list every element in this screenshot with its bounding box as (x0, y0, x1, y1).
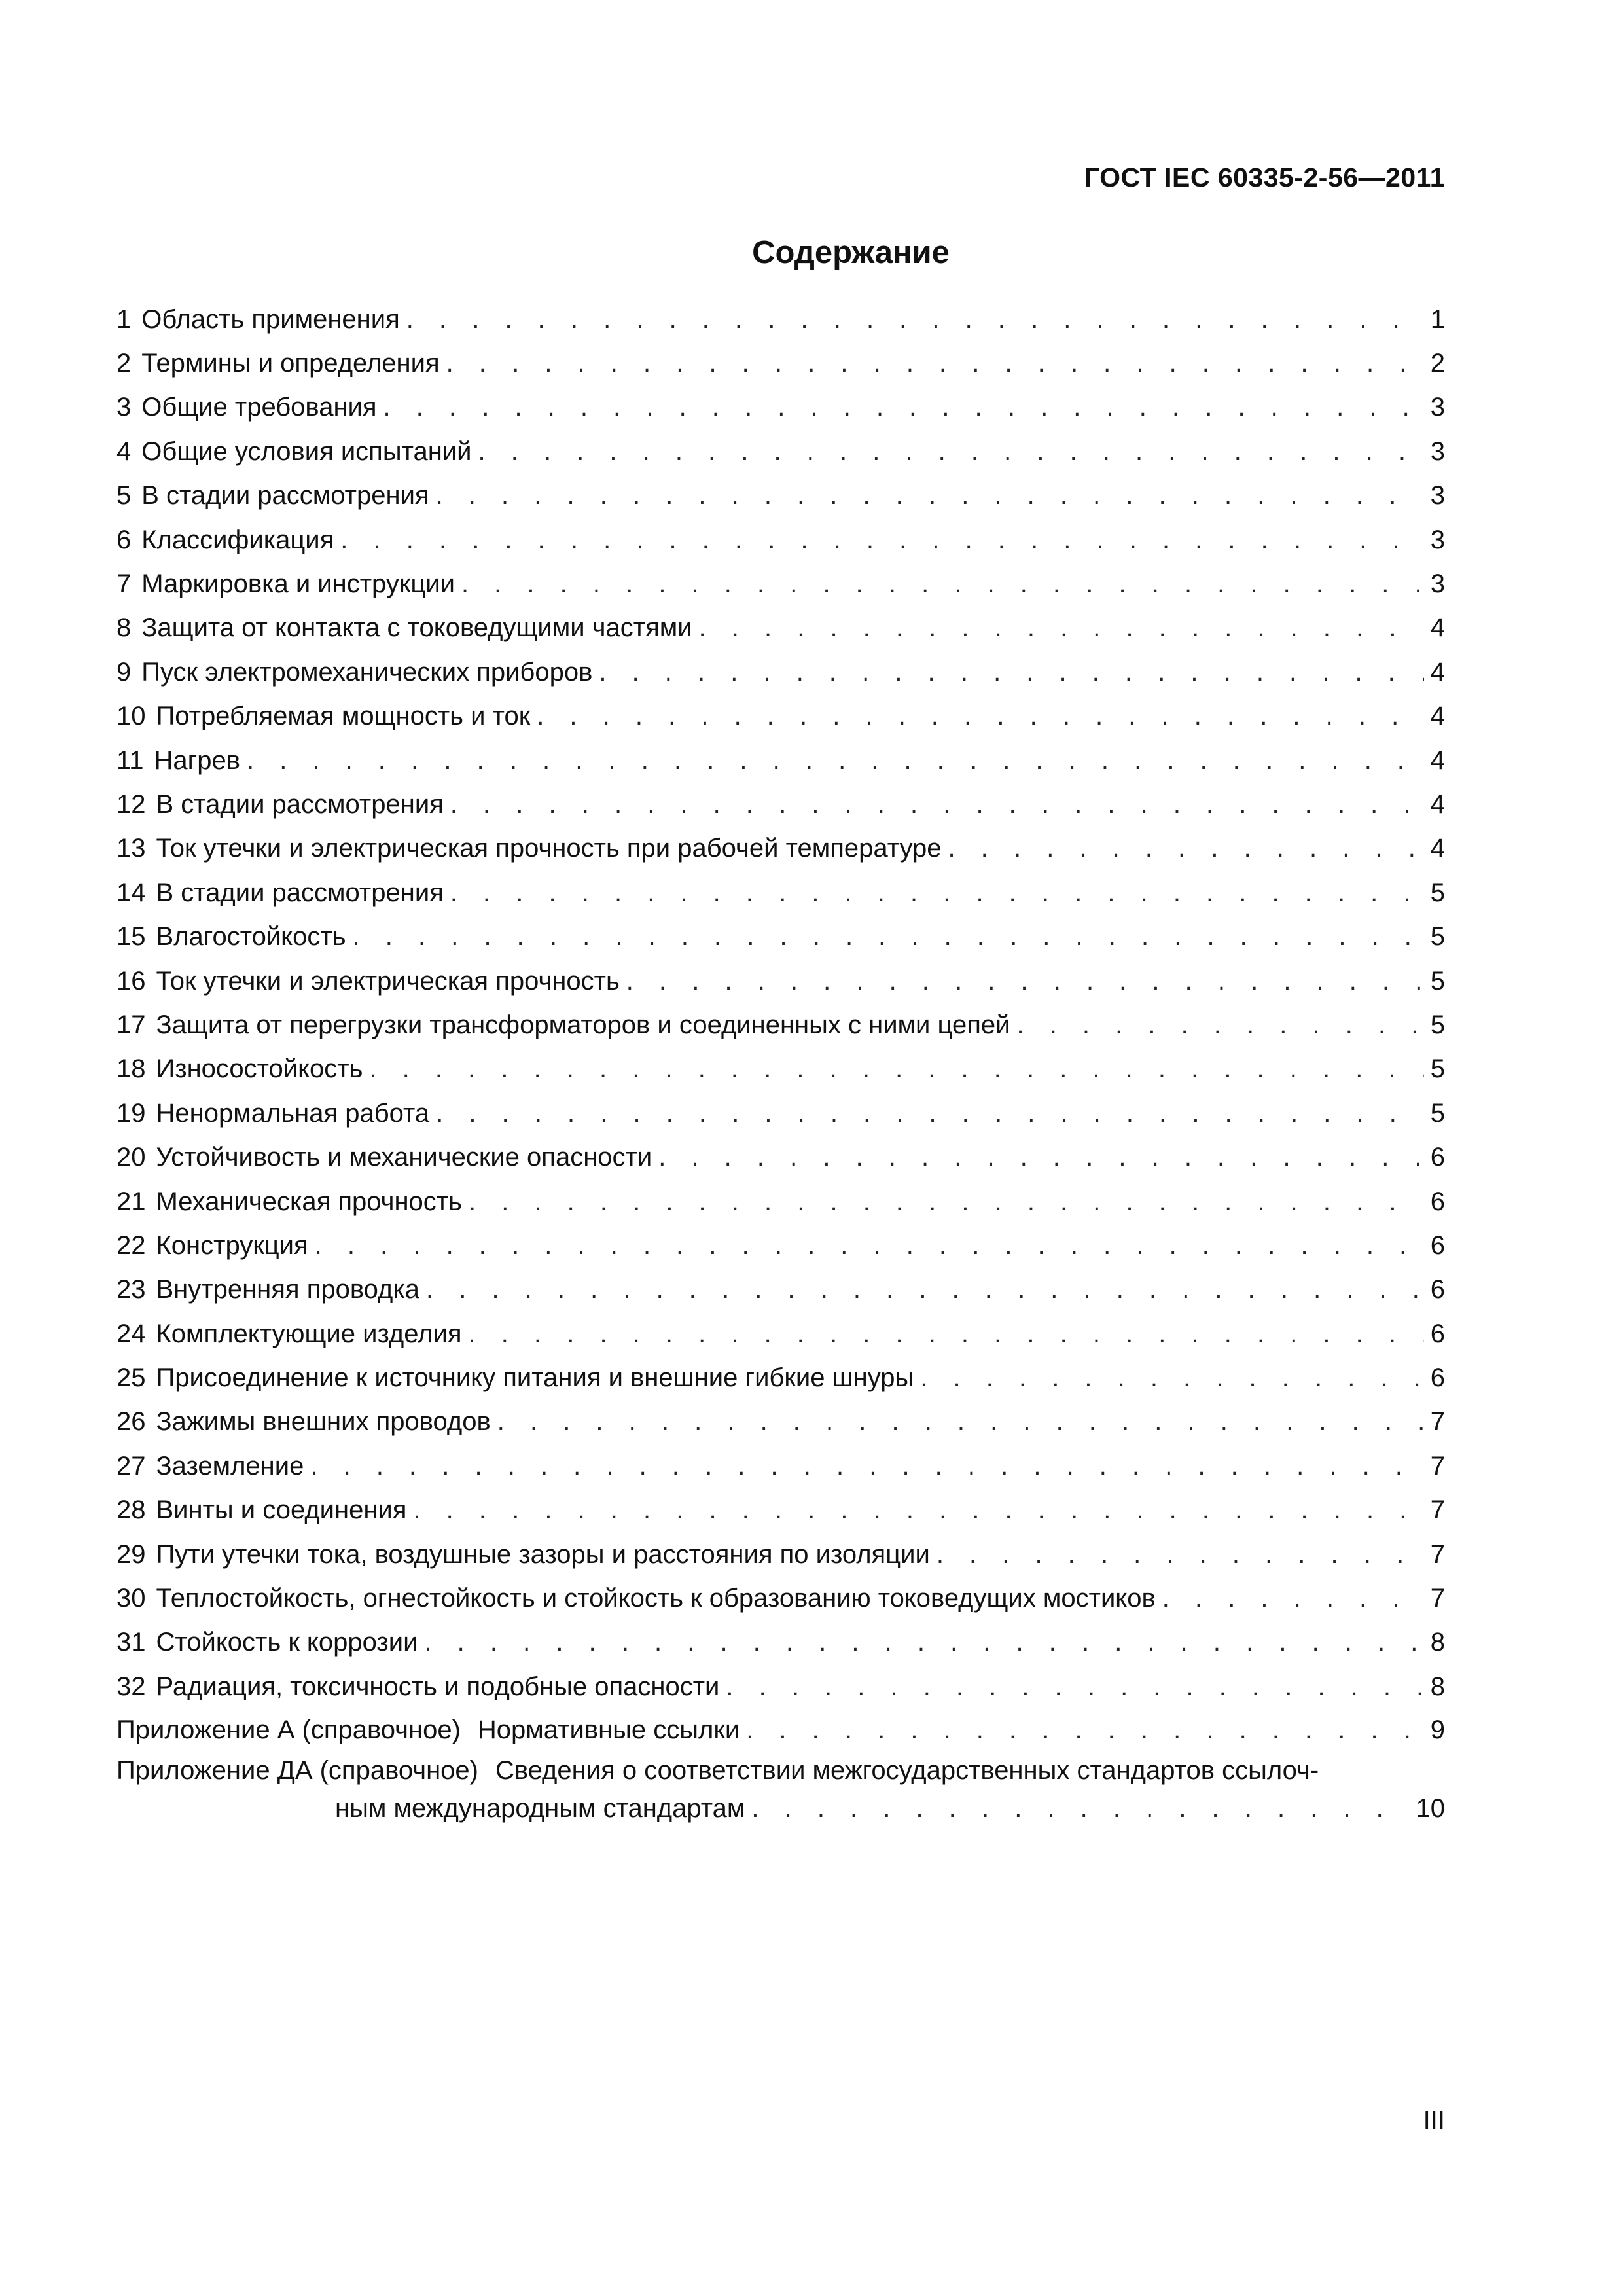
toc-entry-page: 5 (1430, 922, 1445, 952)
toc-entry-page: 4 (1430, 613, 1445, 643)
leader-dots (658, 1144, 1424, 1170)
leader-dots (353, 924, 1424, 950)
toc-entry-title: Маркировка и инструкции (141, 569, 455, 599)
toc-entry-number: 27 (116, 1451, 146, 1480)
annex-da-title-line1: Сведения о соответствии межгосударственных стандартов ссылоч- (495, 1756, 1319, 1785)
toc-entry-number: 20 (116, 1143, 146, 1172)
toc-entry-number: 10 (116, 702, 146, 731)
toc-entry-number: 7 (116, 569, 132, 599)
toc-entry-title: Нагрев (154, 745, 240, 775)
toc-entry-page: 4 (1430, 789, 1445, 819)
toc-entry-page: 7 (1430, 1407, 1445, 1437)
leader-dots (469, 1321, 1424, 1347)
leader-dots (426, 1276, 1424, 1302)
toc-entry-number: 26 (116, 1407, 146, 1437)
toc-entry-title: Внутренняя проводка (156, 1275, 419, 1304)
leader-dots (936, 1541, 1424, 1568)
toc-entry-title: Износостойкость (156, 1054, 363, 1084)
toc-entry-title: Теплостойкость, огнестойкость и стойкость к образованию токоведущих мостиков (156, 1584, 1156, 1613)
table-of-contents (116, 297, 1445, 1828)
toc-entry-page: 6 (1430, 1275, 1445, 1304)
toc-entry[interactable] (116, 1003, 1445, 1047)
leader-dots (340, 527, 1424, 553)
toc-entry-number: 23 (116, 1275, 146, 1304)
leader-dots (537, 703, 1424, 729)
toc-entry-title: Ток утечки и электрическая прочность при рабочей температуре (156, 834, 942, 863)
annex-da-label: Приложение ДА (справочное) (116, 1756, 478, 1785)
toc-entry[interactable] (116, 1179, 1445, 1223)
toc-entry-page: 4 (1430, 834, 1445, 863)
toc-entry[interactable] (116, 914, 1445, 958)
toc-entry-number: 8 (116, 613, 132, 643)
toc-entry[interactable] (116, 1664, 1445, 1708)
toc-entry-page: 5 (1430, 1054, 1445, 1084)
toc-entry-page: 7 (1430, 1584, 1445, 1613)
leader-dots (413, 1497, 1424, 1523)
leader-dots (436, 482, 1424, 509)
toc-entry-page: 3 (1430, 525, 1445, 554)
toc-entry-title: Потребляемая мощность и ток (156, 702, 531, 731)
toc-entry[interactable] (116, 1091, 1445, 1135)
toc-entry-number: 31 (116, 1628, 146, 1657)
toc-entry[interactable] (116, 606, 1445, 650)
leader-dots (461, 571, 1424, 597)
toc-entry[interactable] (116, 1400, 1445, 1444)
leader-dots (920, 1365, 1424, 1391)
toc-entry-title: В стадии рассмотрения (156, 878, 444, 907)
toc-entry-title: Защита от перегрузки трансформаторов и соединенных с ними цепей (156, 1010, 1010, 1039)
toc-entry-page: 4 (1430, 745, 1445, 775)
toc-entry[interactable] (116, 1268, 1445, 1312)
toc-entry-page: 5 (1430, 1098, 1445, 1128)
toc-entry-number: 6 (116, 525, 132, 554)
toc-entry-page: 8 (1430, 1672, 1445, 1701)
toc-annex-da-continuation[interactable] (116, 1790, 1445, 1828)
toc-entry-page: 7 (1430, 1451, 1445, 1480)
leader-dots (948, 835, 1424, 861)
toc-entry-title: Общие требования (141, 393, 377, 422)
toc-entry-number: 14 (116, 878, 146, 907)
toc-entry-page: 8 (1430, 1628, 1445, 1657)
toc-entry[interactable] (116, 870, 1445, 914)
toc-entry-page: 7 (1430, 1539, 1445, 1569)
toc-entry-number: 22 (116, 1230, 146, 1260)
toc-entry-number: 11 (116, 745, 144, 775)
toc-entry-title: Конструкция (156, 1230, 308, 1260)
toc-entry[interactable] (116, 738, 1445, 782)
toc-entry-page: 2 (1430, 349, 1445, 378)
toc-entry[interactable] (116, 1488, 1445, 1532)
toc-entry-title: Стойкость к коррозии (156, 1628, 418, 1657)
toc-entry-title: Пути утечки тока, воздушные зазоры и расстояния по изоляции (156, 1539, 930, 1569)
toc-entry-title: Пуск электромеханических приборов (141, 657, 593, 687)
leader-dots (626, 968, 1424, 994)
toc-entry-number: 2 (116, 349, 132, 378)
toc-entry-number: 16 (116, 966, 146, 996)
toc-entry[interactable] (116, 562, 1445, 605)
toc-entry-number: 12 (116, 789, 146, 819)
toc-entry-title: Заземление (156, 1451, 304, 1480)
toc-entry[interactable] (116, 1576, 1445, 1620)
leader-dots (406, 306, 1424, 332)
toc-entry-title: Комплектующие изделия (156, 1319, 462, 1348)
toc-entry-title: Защита от контакта с токоведущими частями (141, 613, 692, 643)
toc-entry-page: 1 (1430, 304, 1445, 334)
leader-dots (751, 1794, 1410, 1823)
toc-entry[interactable] (116, 429, 1445, 473)
toc-entry[interactable] (116, 959, 1445, 1003)
toc-entry-number: 17 (116, 1010, 146, 1039)
toc-entry-title: Классификация (141, 525, 334, 554)
toc-entry-number: 9 (116, 657, 132, 687)
toc-entry-title: В стадии рассмотрения (156, 789, 444, 819)
annex-da-page: 10 (1416, 1794, 1445, 1823)
toc-entry-number: 30 (116, 1584, 146, 1613)
toc-entry-page: 5 (1430, 1010, 1445, 1039)
toc-entry-page: 7 (1430, 1496, 1445, 1525)
leader-dots (497, 1408, 1424, 1435)
toc-entry[interactable] (116, 1532, 1445, 1576)
toc-entry-title: Область применения (141, 304, 400, 334)
toc-entry-number: 25 (116, 1363, 146, 1393)
toc-entry-number: 1 (116, 304, 132, 334)
annex-a-label: Приложение А (справочное) (116, 1715, 461, 1744)
toc-entry[interactable] (116, 782, 1445, 826)
toc-entry[interactable] (116, 1312, 1445, 1355)
toc-entry[interactable] (116, 1135, 1445, 1179)
leader-dots (424, 1629, 1424, 1655)
toc-entry[interactable] (116, 827, 1445, 870)
toc-entry-page: 4 (1430, 657, 1445, 687)
toc-entry-title: Влагостойкость (156, 922, 346, 952)
toc-entry-title: В стадии рассмотрения (141, 481, 429, 511)
toc-entry-page: 6 (1430, 1363, 1445, 1393)
annex-da-title-line2: ным международным стандартам (335, 1794, 745, 1823)
toc-entry[interactable] (116, 1223, 1445, 1267)
toc-entry-number: 21 (116, 1187, 146, 1216)
toc-entry-title: Устойчивость и механические опасности (156, 1143, 652, 1172)
toc-entry-page: 3 (1430, 481, 1445, 511)
leader-dots (383, 394, 1424, 420)
toc-entry-page: 5 (1430, 966, 1445, 996)
leader-dots (1016, 1012, 1424, 1038)
page-title: Содержание (752, 235, 950, 270)
toc-entry-number: 3 (116, 393, 132, 422)
toc-entry-page: 5 (1430, 878, 1445, 907)
toc-entry-title: Механическая прочность (156, 1187, 462, 1216)
toc-entry[interactable] (116, 297, 1445, 341)
toc-entry[interactable] (116, 341, 1445, 385)
toc-entry-title: Общие условия испытаний (141, 437, 472, 466)
leader-dots (450, 880, 1424, 906)
toc-entry-number: 28 (116, 1496, 146, 1525)
toc-entry[interactable] (116, 694, 1445, 738)
toc-entry-page: 6 (1430, 1187, 1445, 1216)
leader-dots (315, 1232, 1424, 1259)
toc-entry-title: Зажимы внешних проводов (156, 1407, 491, 1437)
toc-entry-number: 24 (116, 1319, 146, 1348)
leader-dots (446, 350, 1424, 376)
toc-entry-title: Винты и соединения (156, 1496, 407, 1525)
toc-annex-a[interactable] (116, 1712, 1445, 1749)
leader-dots (469, 1189, 1424, 1215)
toc-entry-title: Присоединение к источнику питания и внешние гибкие шнуры (156, 1363, 914, 1393)
leader-dots (369, 1056, 1424, 1082)
toc-entry[interactable] (116, 1047, 1445, 1091)
toc-entry[interactable] (116, 474, 1445, 518)
annex-a-page: 9 (1430, 1715, 1445, 1744)
toc-entry[interactable] (116, 1621, 1445, 1664)
leader-dots (478, 439, 1425, 465)
toc-entry[interactable] (116, 1444, 1445, 1488)
leader-dots (699, 615, 1424, 641)
toc-entry-title: Термины и определения (141, 349, 440, 378)
toc-entry-number: 5 (116, 481, 132, 511)
leader-dots (599, 659, 1424, 685)
toc-entry-page: 6 (1430, 1230, 1445, 1260)
toc-entry-number: 4 (116, 437, 132, 466)
leader-dots (726, 1674, 1424, 1700)
toc-entry-title: Ненормальная работа (156, 1098, 430, 1128)
page-number: III (1423, 2106, 1445, 2135)
toc-entry-number: 19 (116, 1098, 146, 1128)
leader-dots (436, 1100, 1424, 1126)
toc-annex-da[interactable] (116, 1752, 1445, 1790)
toc-entry-number: 29 (116, 1539, 146, 1569)
toc-entry-number: 15 (116, 922, 146, 952)
toc-entry-page: 3 (1430, 393, 1445, 422)
leader-dots (746, 1715, 1424, 1745)
annex-a-title: Нормативные ссылки (477, 1715, 740, 1744)
leader-dots (247, 747, 1424, 774)
toc-entry-title: Радиация, токсичность и подобные опасности (156, 1672, 720, 1701)
toc-entry-page: 4 (1430, 702, 1445, 731)
document-code: ГОСТ IEC 60335-2-56—2011 (1084, 162, 1445, 192)
toc-entry[interactable] (116, 650, 1445, 694)
toc-entry-page: 6 (1430, 1319, 1445, 1348)
toc-entry-page: 3 (1430, 569, 1445, 599)
toc-entry[interactable] (116, 518, 1445, 562)
toc-entry-title: Ток утечки и электрическая прочность (156, 966, 620, 996)
leader-dots (1162, 1585, 1424, 1611)
leader-dots (310, 1453, 1424, 1479)
toc-entry-number: 32 (116, 1672, 146, 1701)
leader-dots (450, 791, 1424, 817)
toc-entry[interactable] (116, 386, 1445, 429)
toc-entry-page: 6 (1430, 1143, 1445, 1172)
toc-entry-number: 13 (116, 834, 146, 863)
toc-entry-page: 3 (1430, 437, 1445, 466)
toc-entry[interactable] (116, 1355, 1445, 1399)
toc-entry-number: 18 (116, 1054, 146, 1084)
